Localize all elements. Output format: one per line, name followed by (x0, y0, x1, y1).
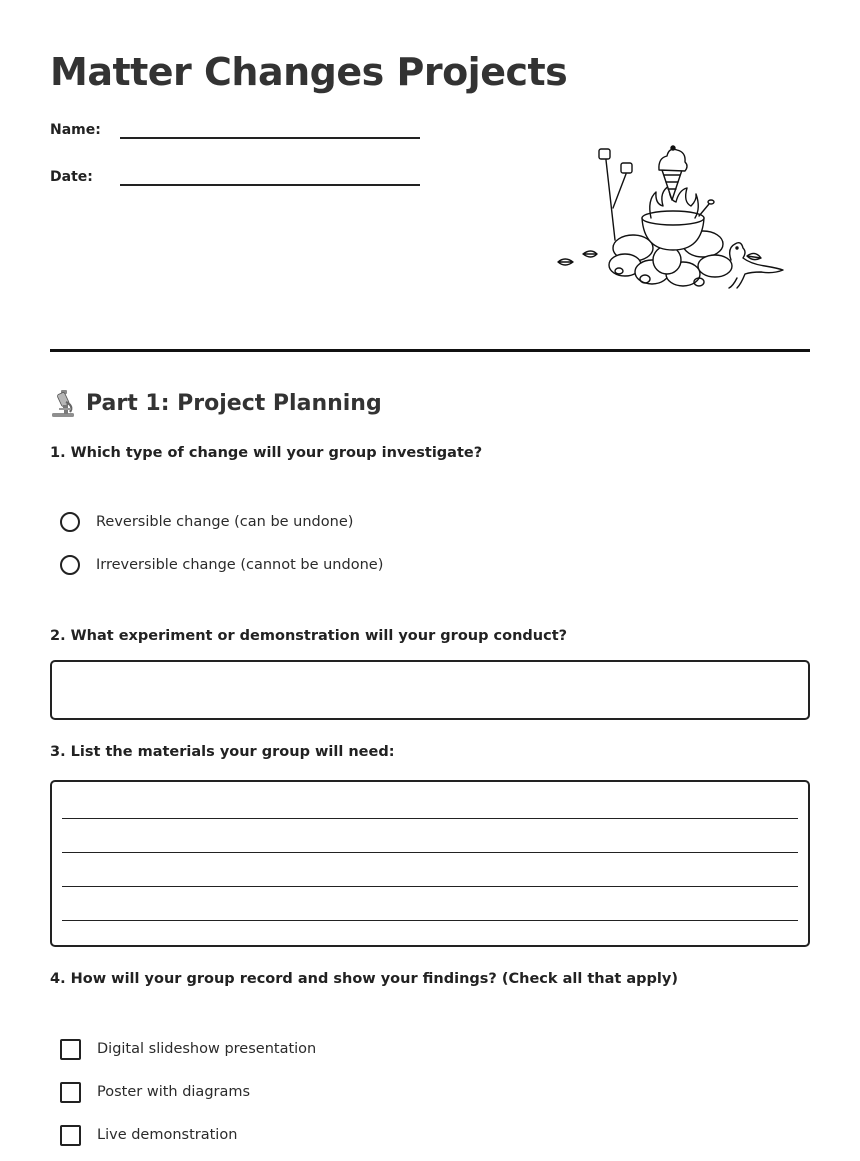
radio-button[interactable] (60, 512, 80, 532)
checkbox[interactable] (60, 1039, 81, 1060)
option-label: Irreversible change (cannot be undone) (96, 557, 384, 573)
part-1-heading (50, 388, 382, 418)
option-label: Poster with diagrams (97, 1084, 251, 1100)
reversible-change-option[interactable] (60, 510, 353, 534)
name-field-row (50, 122, 420, 152)
irreversible-change-option[interactable] (60, 553, 383, 577)
question-2: 2. What experiment or demonstration will your group conduct? (50, 628, 568, 644)
date-field[interactable] (120, 184, 420, 186)
live-demonstration-option[interactable] (60, 1123, 237, 1147)
option-label: Reversible change (can be undone) (96, 514, 354, 530)
question-1: 1. Which type of change will your group investigate? (50, 445, 483, 461)
date-field-row (50, 169, 420, 199)
question-4: 4. How will your group record and show your findings? (Check all that apply) (50, 971, 678, 987)
writing-line (62, 852, 798, 853)
materials-answer-box[interactable] (50, 780, 810, 947)
slideshow-option[interactable] (60, 1037, 316, 1061)
part-1-title: Part 1: Project Planning (86, 390, 382, 416)
poster-option[interactable] (60, 1080, 250, 1104)
writing-line (62, 818, 798, 819)
question-3: 3. List the materials your group will need: (50, 744, 395, 760)
option-label: Live demonstration (97, 1127, 238, 1143)
writing-line (62, 920, 798, 921)
header-divider (50, 349, 810, 352)
date-label: Date: (50, 169, 93, 185)
campfire-illustration-icon (555, 140, 785, 300)
page-title: Matter Changes Projects (50, 50, 568, 94)
checkbox[interactable] (60, 1125, 81, 1146)
microscope-icon (50, 388, 76, 418)
checkbox[interactable] (60, 1082, 81, 1103)
writing-line (62, 886, 798, 887)
experiment-answer-box[interactable] (50, 660, 810, 720)
name-field[interactable] (120, 137, 420, 139)
option-label: Digital slideshow presentation (97, 1041, 317, 1057)
name-label: Name: (50, 122, 101, 138)
radio-button[interactable] (60, 555, 80, 575)
